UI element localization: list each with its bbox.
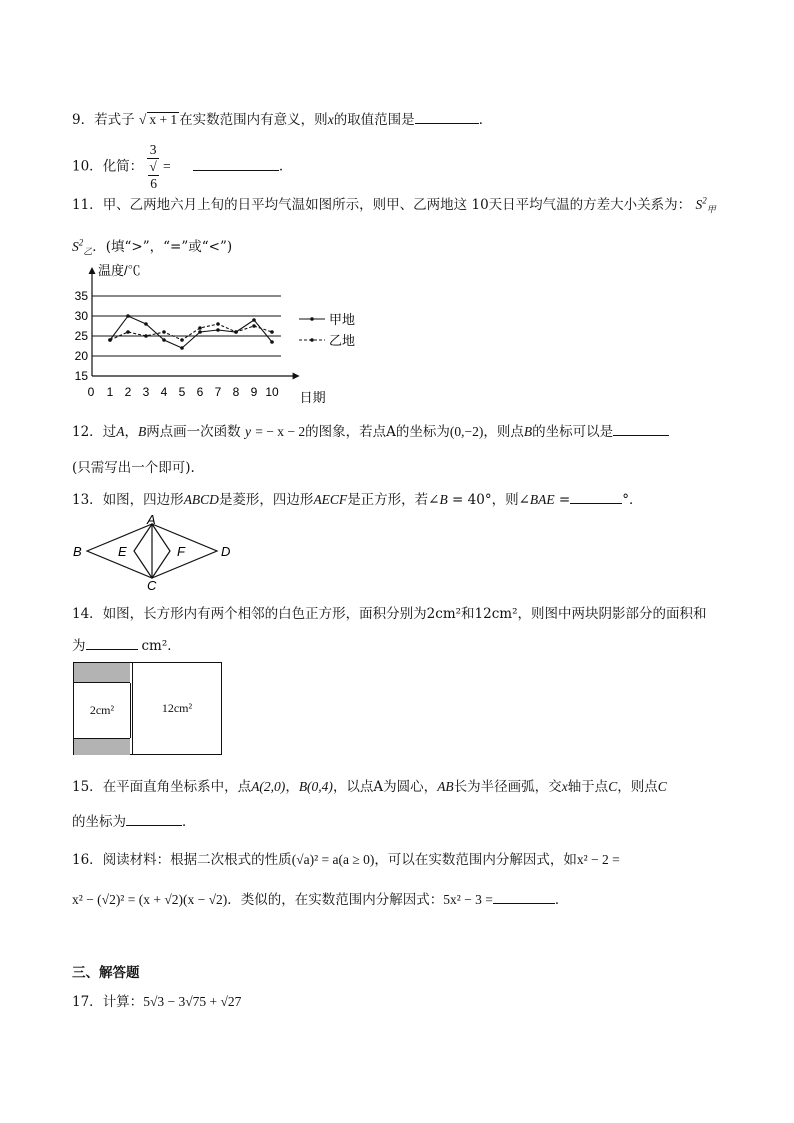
label-b: B xyxy=(73,544,82,559)
q10-end: . xyxy=(278,158,284,175)
q16-task: 5x² − 3 = xyxy=(443,892,493,907)
temperature-line-chart xyxy=(70,258,370,408)
q10-number: 10． xyxy=(72,158,103,175)
q15-c: C xyxy=(608,779,618,794)
q16-property: (√a)² = a(a ≥ 0) xyxy=(291,852,375,867)
legend-label-2: 乙地 xyxy=(329,333,356,348)
series-1-point-4 xyxy=(162,338,166,342)
q15-number: 15． xyxy=(72,779,103,795)
q12-text-mid2: 的图象，若点 xyxy=(305,424,387,440)
q9-number: 9． xyxy=(72,112,95,128)
q12-point-b2: B xyxy=(523,424,533,439)
q10-text-pre: 化简： xyxy=(102,158,144,175)
q13-answer-blank[interactable] xyxy=(570,491,622,504)
series-1-point-5 xyxy=(180,346,184,350)
q15-answer-blank[interactable] xyxy=(126,813,182,826)
series-1-point-9 xyxy=(252,318,256,322)
question-11-line2 xyxy=(72,235,232,258)
q13-text-mid1: 是菱形，四边形 xyxy=(218,492,314,508)
q15-c2: C xyxy=(657,779,667,794)
q15-text-mid2: 长为半径画弧，交 xyxy=(453,779,562,795)
series-2-point-1 xyxy=(108,338,112,342)
series-1-point-10 xyxy=(270,340,274,344)
q9-radicand: x + 1 xyxy=(149,112,178,127)
question-14-line2 xyxy=(72,634,181,654)
series-2-point-2 xyxy=(126,330,130,334)
q17-number: 17． xyxy=(72,994,103,1010)
question-13 xyxy=(72,488,643,508)
q11-hint: ．(填“>”，“=”或“<”) xyxy=(92,239,233,255)
q11-text: 甲、乙两地六月上旬的日平均气温如图所示，则甲、乙两地这 10天日平均气温的方差大小关系为： xyxy=(102,197,692,213)
q10-answer-blank[interactable] xyxy=(193,158,279,171)
q16-text-mid: ，可以在实数范围内分解因式，如 xyxy=(374,852,577,868)
rhombus-square-figure xyxy=(70,512,250,592)
q13-aecf: AECF xyxy=(313,492,348,507)
q12-answer-blank[interactable] xyxy=(613,423,669,436)
white-square-large: 12cm² xyxy=(132,663,221,754)
q17-expression: 5√3 − 3√75 + √27 xyxy=(143,994,242,1009)
q15-text: 在平面直角坐标系中，点 xyxy=(102,779,252,795)
shaded-region-top xyxy=(74,663,130,683)
question-15-line2 xyxy=(72,810,196,830)
q12-point-b: B xyxy=(137,424,147,439)
q16-end: ． xyxy=(554,892,569,908)
q15-text-line2: 的坐标为 xyxy=(72,814,126,830)
x-tick-label-9: 9 xyxy=(250,385,258,399)
x-tick-label-7: 7 xyxy=(214,385,222,399)
q14-answer-blank[interactable] xyxy=(86,637,138,650)
x-tick-label-0: 0 xyxy=(87,385,95,399)
series-line-2 xyxy=(110,324,272,340)
label-f: F xyxy=(177,544,185,559)
q9-end: ． xyxy=(478,112,493,128)
q11-variance-1: $S^2_甲$ xyxy=(695,195,716,215)
q12-func-y: y xyxy=(244,424,251,439)
q16-example: x² − 2 = xyxy=(576,852,620,867)
series-2-point-4 xyxy=(162,330,166,334)
q9-text-mid: 在实数范围内有意义，则 xyxy=(179,112,328,128)
q16-number: 16． xyxy=(72,852,103,868)
legend-marker-1 xyxy=(310,317,314,321)
q14-unit: cm²． xyxy=(141,638,181,654)
question-17 xyxy=(72,990,241,1010)
series-2-point-8 xyxy=(234,330,238,334)
q15-sep: ， xyxy=(285,779,299,795)
q13-text-pre: 如图，四边形 xyxy=(102,492,184,508)
series-2-point-9 xyxy=(252,324,256,328)
series-line-1 xyxy=(110,316,272,348)
question-9 xyxy=(72,108,492,128)
q16-example-factored: x² − (√2)² = (x + √2)(x − √2) xyxy=(72,892,228,907)
q12-coord-a: (0,−2) xyxy=(449,424,484,439)
q13-text-mid3: = 40°，则∠ xyxy=(447,492,530,508)
x-axis-label: 日期 xyxy=(299,390,326,405)
y-tick-label-30: 30 xyxy=(74,309,88,323)
x-axis-arrow xyxy=(293,373,300,380)
series-1-point-3 xyxy=(144,322,148,326)
q17-text-pre: 计算： xyxy=(102,994,144,1010)
q13-text-mid2: 是正方形，若∠ xyxy=(347,492,440,508)
question-12-note: (只需写出一个即可). xyxy=(72,460,195,476)
q9-sqrt-expression: √ x + 1 xyxy=(138,112,178,127)
label-c: C xyxy=(147,578,157,592)
x-tick-label-8: 8 xyxy=(232,385,240,399)
y-axis-label: 温度/℃ xyxy=(98,263,141,278)
question-15 xyxy=(72,775,667,795)
q12-point-a: A xyxy=(116,424,125,439)
white-square-small: 2cm² xyxy=(74,683,131,738)
q12-text-mid1: 两点画一次函数 xyxy=(146,424,241,440)
q15-text-mid4: ，则点 xyxy=(617,779,658,795)
series-2-point-3 xyxy=(144,334,148,338)
q9-answer-blank[interactable] xyxy=(415,111,479,124)
q12-text-mid4: ，则点 xyxy=(483,424,524,440)
q9-text-pre: 若式子 xyxy=(94,112,135,128)
label-e: E xyxy=(118,544,127,559)
series-1-point-6 xyxy=(198,330,202,334)
q11-number: 11． xyxy=(72,197,103,213)
x-tick-label-6: 6 xyxy=(196,385,204,399)
series-2-point-7 xyxy=(216,322,220,326)
y-tick-label-25: 25 xyxy=(74,329,88,343)
q9-text-post: 的取值范围是 xyxy=(333,112,415,128)
q15-x-axis: x xyxy=(561,779,568,794)
shaded-region-bottom xyxy=(74,738,130,755)
series-2-point-5 xyxy=(180,338,184,342)
legend-marker-2 xyxy=(310,338,314,342)
q10-fraction xyxy=(147,142,159,192)
q14-text: 如图，长方形内有两个相邻的白色正方形，面积分别为2cm²和12cm²，则图中两块阴影部分的面积和 xyxy=(102,606,707,622)
q12-point-a2: A xyxy=(386,424,396,440)
x-tick-label-10: 10 xyxy=(265,385,279,399)
question-14 xyxy=(72,602,707,622)
q12-sep: ， xyxy=(124,424,138,440)
q12-text-mid3: 的坐标为 xyxy=(395,424,450,440)
y-tick-label-20: 20 xyxy=(74,349,88,363)
series-1-point-7 xyxy=(216,328,220,332)
question-12 xyxy=(72,420,669,440)
q14-number: 14． xyxy=(72,606,103,622)
q15-point-b: B(0,4) xyxy=(298,779,333,794)
x-tick-label-3: 3 xyxy=(142,385,150,399)
series-1-point-2 xyxy=(126,314,130,318)
y-axis-arrow xyxy=(89,267,96,274)
label-a: A xyxy=(147,512,156,527)
q12-text-post: 的坐标可以是 xyxy=(532,424,614,440)
q13-number: 13． xyxy=(72,492,103,508)
question-11 xyxy=(72,193,716,216)
x-tick-label-1: 1 xyxy=(106,385,114,399)
question-16 xyxy=(72,848,620,868)
q14-text-pre: 为 xyxy=(72,638,86,654)
q9-variable: x xyxy=(327,112,334,127)
section-3-title: 三、解答题 xyxy=(72,965,140,981)
q13-text-mid4: = xyxy=(554,492,571,508)
legend-label-1: 甲地 xyxy=(329,312,356,327)
q12-text-pre: 过 xyxy=(102,424,117,440)
q16-text-mid2: ．类似的，在实数范围内分解因式： xyxy=(227,892,444,908)
q15-ab: AB xyxy=(437,779,454,794)
q13-abcd: ABCD xyxy=(183,492,219,507)
q11-variance-2: $S^2_乙$ xyxy=(72,237,93,257)
q15-end: ． xyxy=(182,814,196,830)
q15-text-mid3: 轴于点 xyxy=(567,779,609,795)
x-tick-label-5: 5 xyxy=(178,385,186,399)
q12-func-rhs: = − x − 2 xyxy=(255,424,306,439)
q12-number: 12． xyxy=(72,424,103,440)
x-tick-label-4: 4 xyxy=(160,385,168,399)
q13-text-post: °． xyxy=(622,492,643,508)
y-tick-label-15: 15 xyxy=(74,369,88,383)
label-d: D xyxy=(221,544,231,559)
q15-point-a: A(2,0) xyxy=(251,779,286,794)
series-2-point-6 xyxy=(198,326,202,330)
q10-denominator: √ 6 xyxy=(149,159,157,191)
question-16-line2 xyxy=(72,888,568,908)
q10-equals: = xyxy=(162,158,171,174)
q16-text: 阅读材料：根据二次根式的性质 xyxy=(102,852,292,868)
rectangle-figure xyxy=(73,662,222,755)
q15-text-mid: ，以点A为圆心， xyxy=(332,779,438,795)
question-10 xyxy=(72,142,283,192)
q16-answer-blank[interactable] xyxy=(493,891,555,904)
q13-angle-b: B xyxy=(439,492,448,507)
x-tick-label-2: 2 xyxy=(124,385,132,399)
y-tick-label-35: 35 xyxy=(74,289,88,303)
q13-angle-bae: BAE xyxy=(529,492,555,507)
q10-numerator: 3 xyxy=(147,142,159,159)
series-2-point-10 xyxy=(270,330,274,334)
